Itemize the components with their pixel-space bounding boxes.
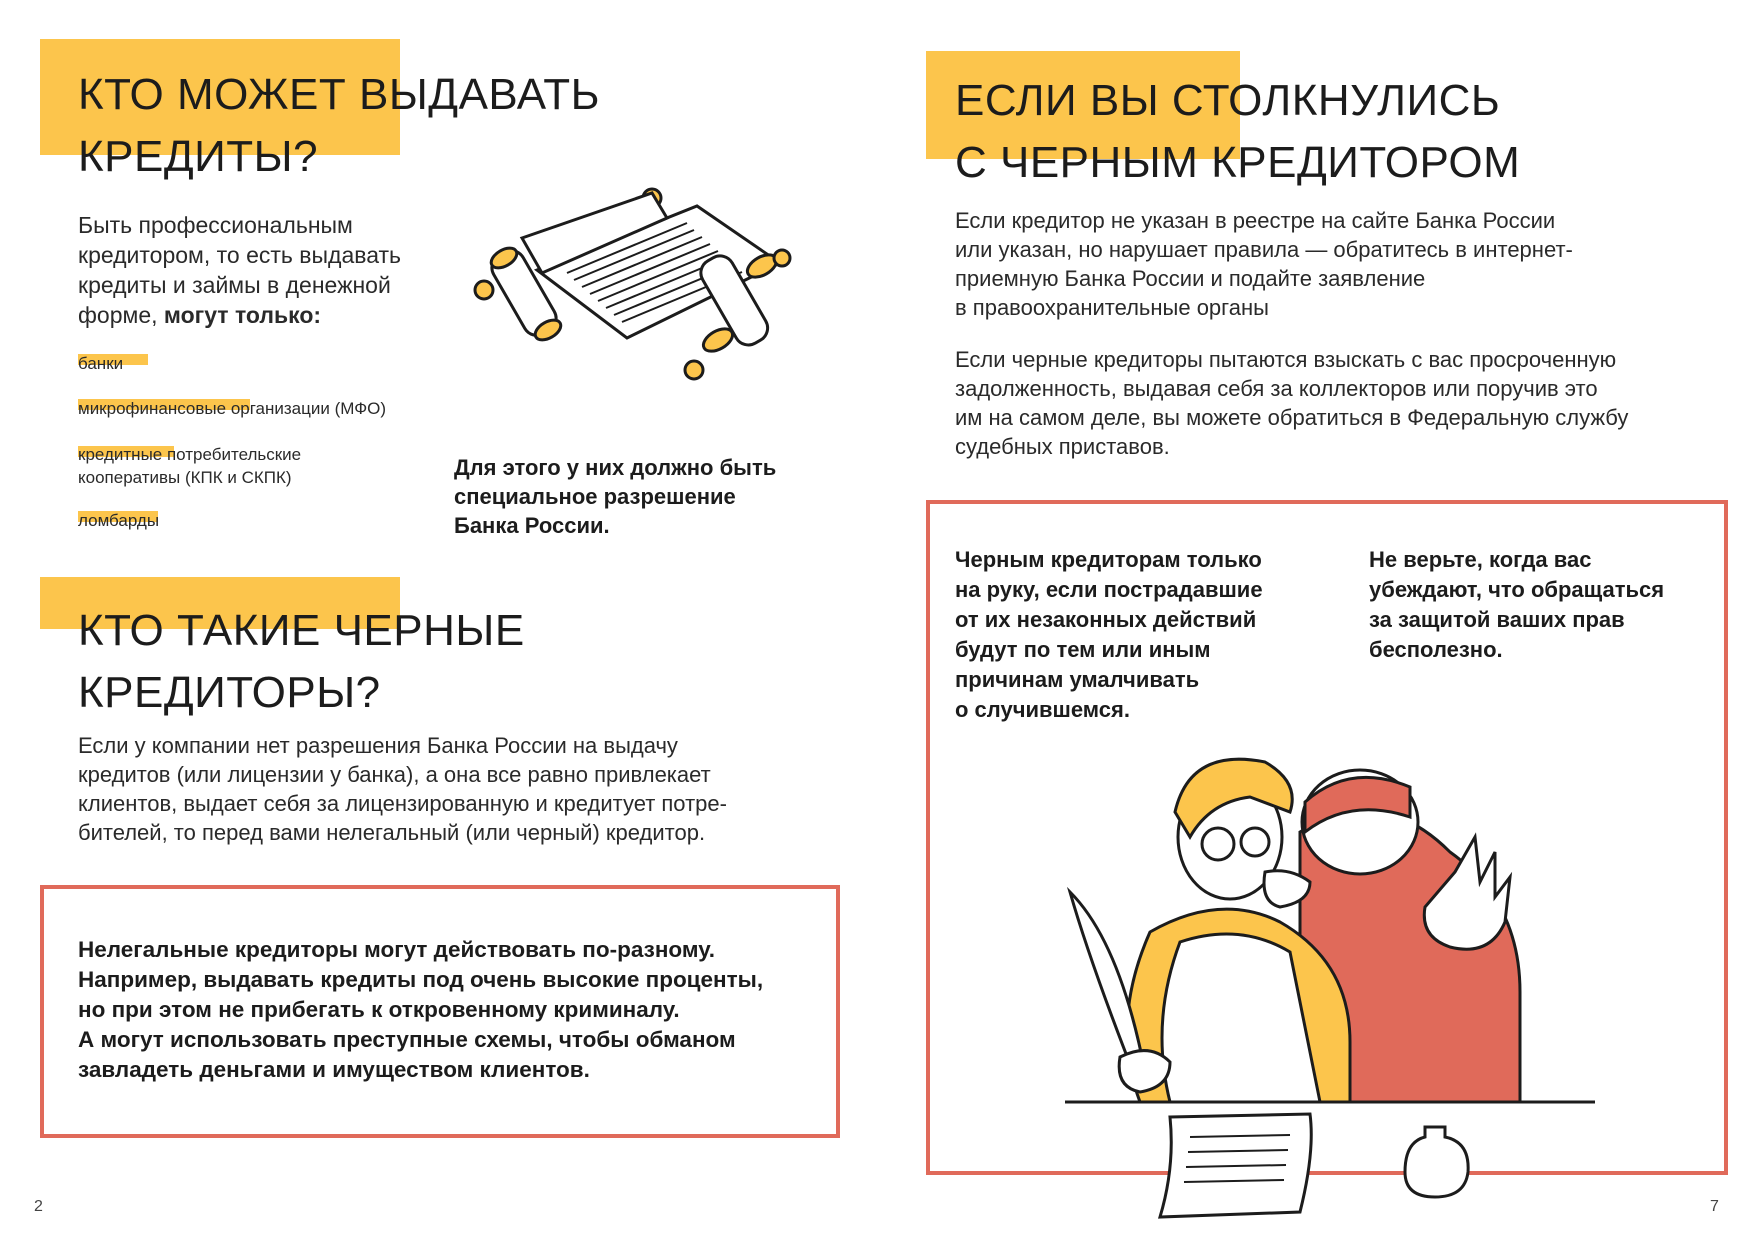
text-line: о случившемся. (955, 697, 1130, 722)
definition-paragraph (78, 731, 798, 847)
license-note (454, 453, 794, 540)
text-line (78, 300, 458, 330)
text-line: им на самом деле, вы можете обратиться в Федеральную службу (955, 405, 1629, 430)
title-line: КТО МОЖЕТ ВЫДАВАТЬ (78, 70, 600, 119)
section-title (78, 64, 600, 188)
text-line: но при этом не прибегать к откровенному криминалу. (78, 997, 680, 1022)
text-line: Черным кредиторам только (955, 547, 1262, 572)
text-line: кредитором, то есть выдавать (78, 242, 402, 268)
scroll-illustration (462, 178, 832, 408)
text-line: Например, выдавать кредиты под очень высокие проценты, (78, 967, 764, 992)
text-line: на руку, если пострадавшие (955, 577, 1263, 602)
text-line: кредитные потребительские (78, 445, 302, 464)
action-paragraph (955, 206, 1695, 322)
list-item (78, 443, 301, 489)
text-line: бесполезно. (1369, 637, 1503, 662)
text-line: приемную Банка России и подайте заявление (955, 266, 1426, 291)
title-line: С ЧЕРНЫМ КРЕДИТОРОМ (955, 138, 1521, 187)
text-span-bold: могут только: (163, 302, 322, 328)
text-line: за защитой ваших прав (1369, 607, 1625, 632)
text-line: кооперативы (КПК и СКПК) (78, 468, 292, 487)
text-line: Быть профессиональным (78, 212, 353, 238)
text-line: клиентов, выдает себя за лицензированную и кредитует потре- (78, 791, 727, 816)
text-line: Если черные кредиторы пытаются взыскать с вас просроченную (955, 347, 1617, 372)
text-line: задолженность, выдавая себя за коллекторов или поручив это (955, 376, 1598, 401)
title-line: КРЕДИТОРЫ? (78, 668, 381, 717)
text-line: от их незаконных действий (955, 607, 1257, 632)
text-line: Для этого у них должно быть (454, 455, 777, 480)
advice-text-right (1369, 545, 1709, 665)
section-title (955, 70, 1520, 194)
two-men-signing-document-illustration (1050, 742, 1610, 1227)
text-line: Если кредитор не указан в реестре на сайте Банка России (955, 208, 1556, 233)
list-item: ломбарды (78, 511, 160, 530)
text-span: форме, (78, 302, 164, 328)
page-number: 7 (1710, 1198, 1719, 1215)
list-item: микрофинансовые организации (МФО) (78, 399, 387, 418)
title-line: ЕСЛИ ВЫ СТОЛКНУЛИСЬ (955, 76, 1501, 125)
text-line: специальное разрешение (454, 484, 736, 509)
text-line: кредитов (или лицензии у банка), а она все равно привлекает (78, 762, 711, 787)
text-line: причинам умалчивать (955, 667, 1200, 692)
advice-text-left (955, 545, 1335, 725)
list-item: банки (78, 354, 124, 373)
section-title (78, 600, 525, 724)
text-line: судебных приставов. (955, 434, 1170, 459)
title-line: КТО ТАКИЕ ЧЕРНЫЕ (78, 606, 525, 655)
text-line: А могут использовать преступные схемы, чтобы обманом (78, 1027, 736, 1052)
page-number: 2 (34, 1198, 43, 1215)
text-line: Если у компании нет разрешения Банка России на выдачу (78, 733, 678, 758)
text-line: бителей, то перед вами нелегальный (или черный) кредитор. (78, 820, 706, 845)
text-line: Нелегальные кредиторы могут действовать по-разному. (78, 937, 715, 962)
text-line: убеждают, что обращаться (1369, 577, 1665, 602)
text-line: Банка России. (454, 513, 610, 538)
warning-box-text (78, 935, 818, 1085)
intro-paragraph (78, 210, 458, 330)
title-line: КРЕДИТЫ? (78, 132, 319, 181)
text-line: кредиты и займы в денежной (78, 272, 391, 298)
text-line: завладеть деньгами и имуществом клиентов. (78, 1057, 590, 1082)
bailiffs-paragraph (955, 345, 1715, 461)
text-line: будут по тем или иным (955, 637, 1211, 662)
text-line: или указан, но нарушает правила — обратитесь в интернет- (955, 237, 1573, 262)
text-line: Не верьте, когда вас (1369, 547, 1592, 572)
text-line: в правоохранительные органы (955, 295, 1269, 320)
